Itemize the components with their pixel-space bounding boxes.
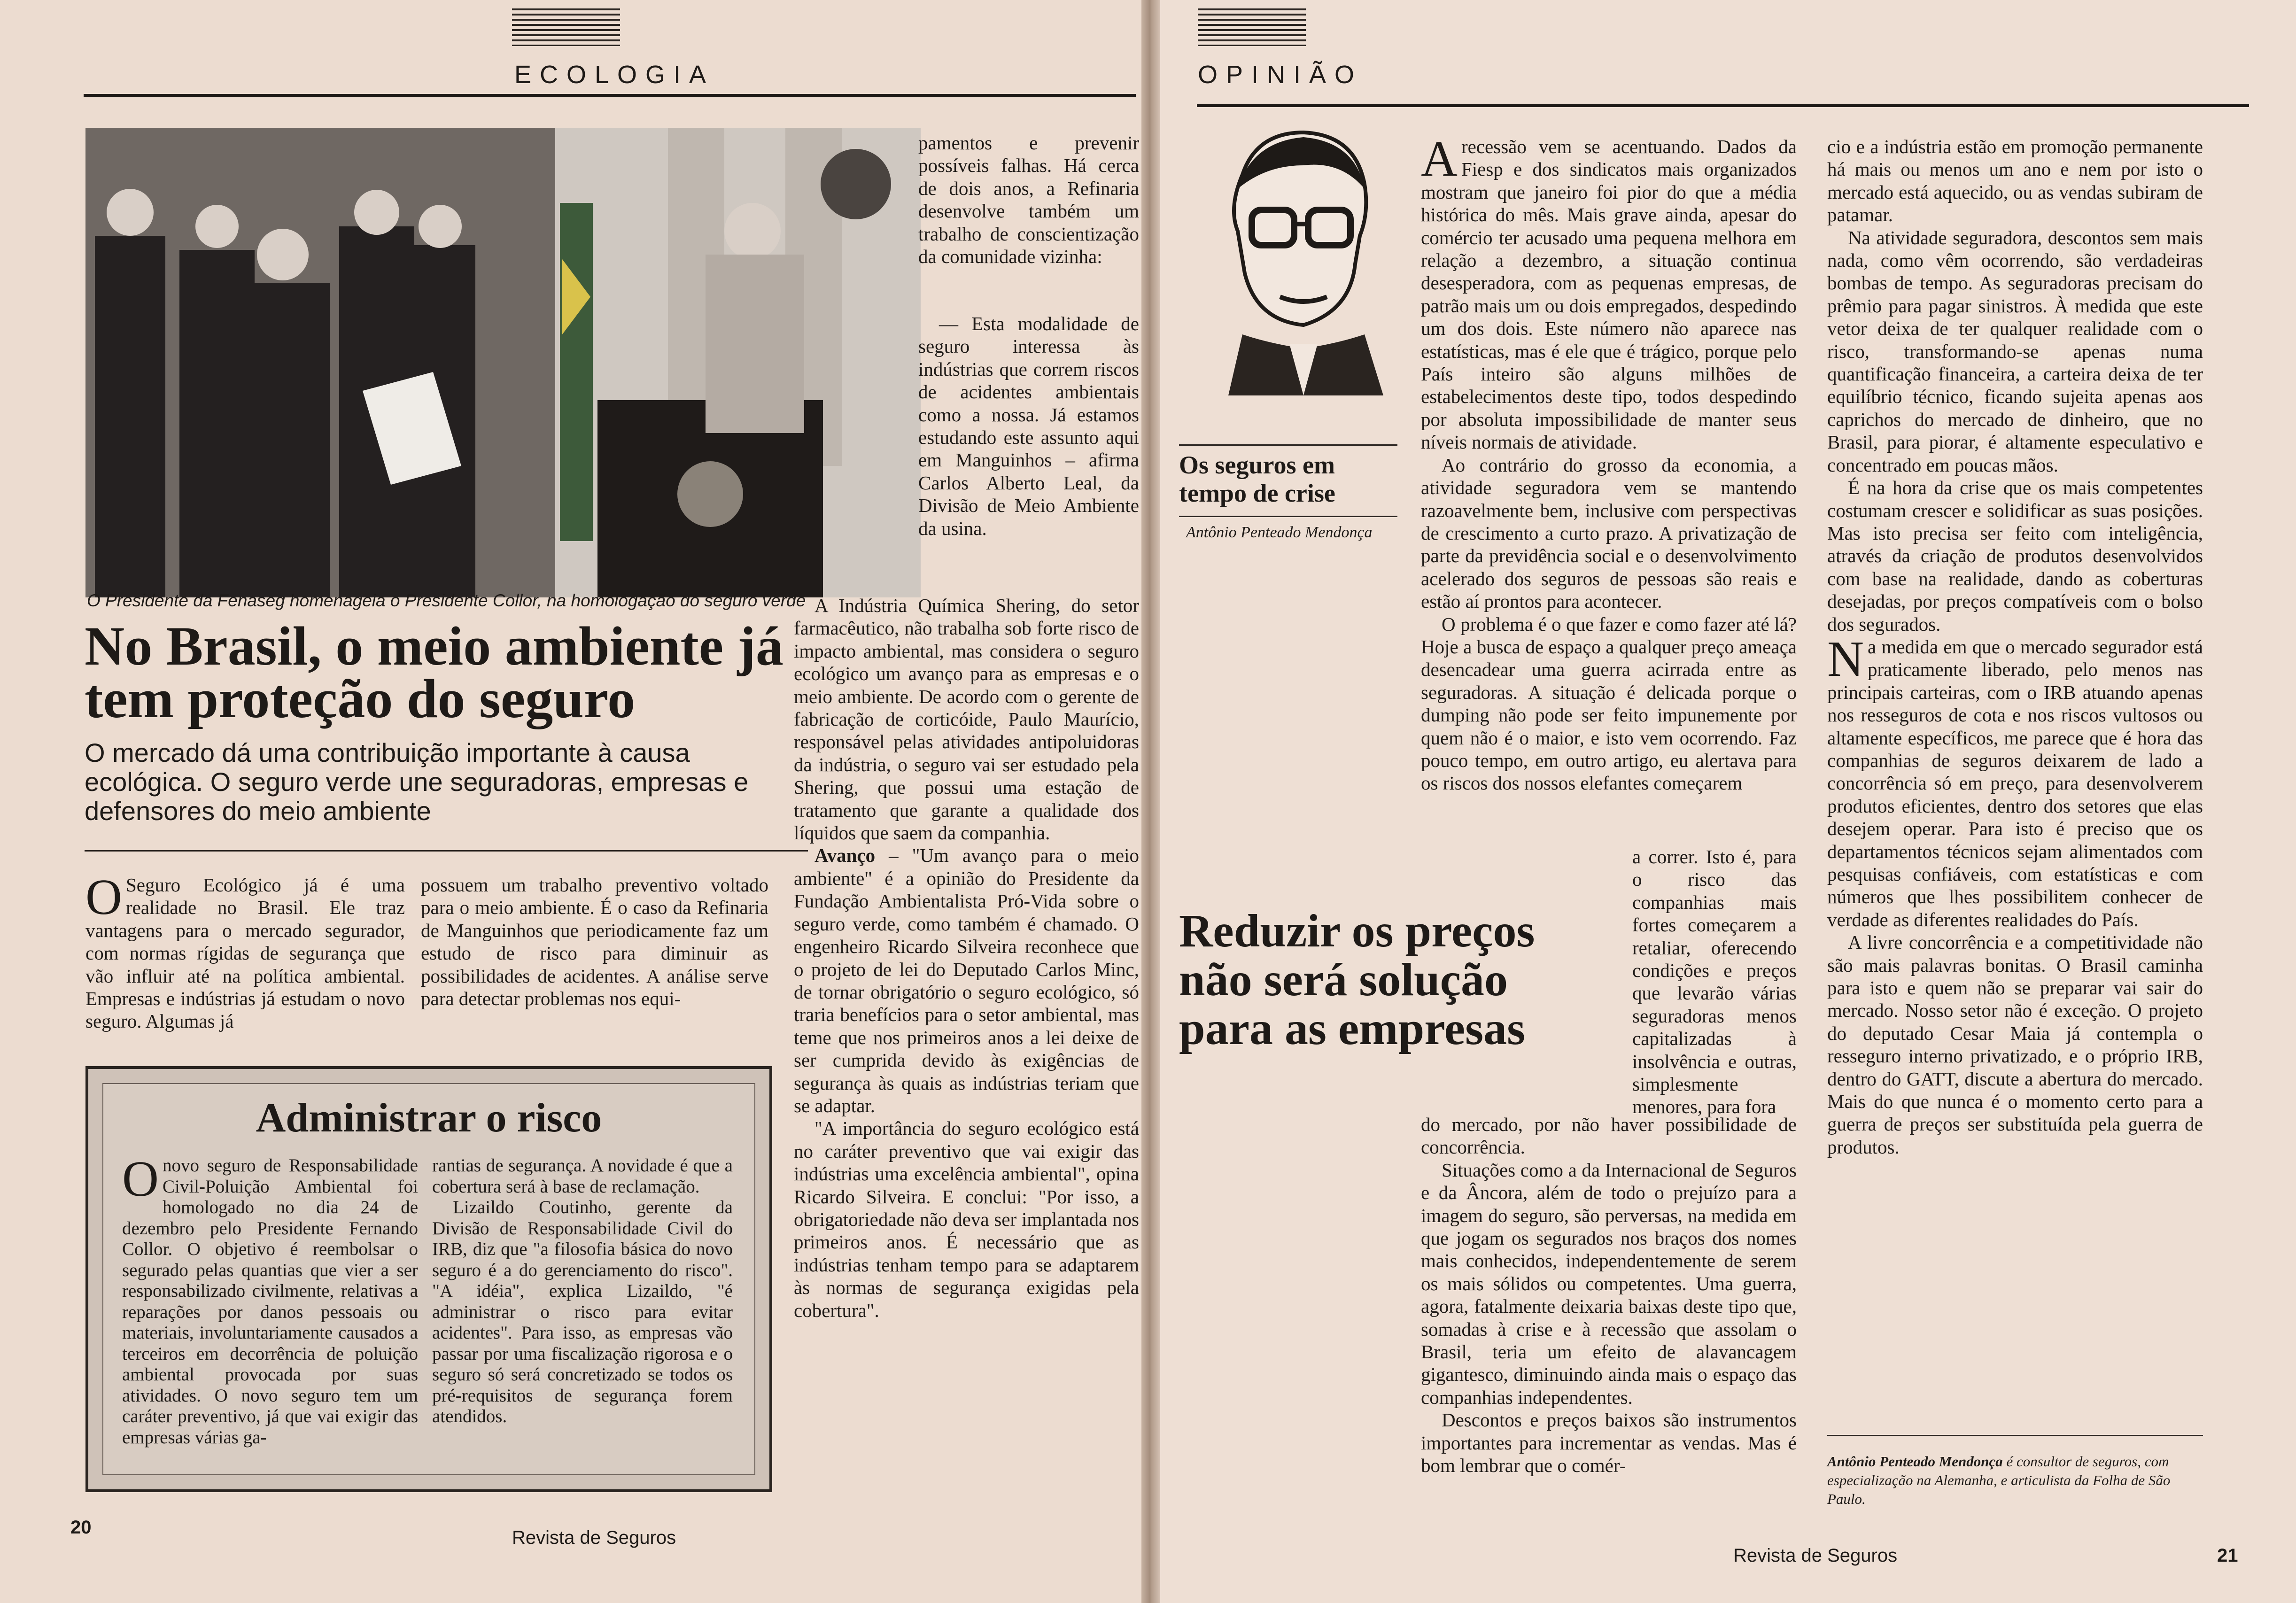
header-rule — [84, 94, 1136, 97]
photo-caption: O Presidente da Fenaseg homenageia o Presidente Collor, na homologação do seguro verde — [87, 591, 806, 610]
section-label: ECOLOGIA — [514, 61, 715, 89]
body-text: recessão vem se acentuando. Dados da Fiesp e dos sindicatos mais organizados mostram que janeiro foi pior do que a média histórica do mês. Mais grave ainda, apesar do comércio ter acusado uma pequena melhora em relação a dezembro, a situação continua desesperadora, com as pequenas empresas, de patrão mais um ou dois empregados, despedindo um dos dois. Este número não aparece nas estatísticas, mas é ele que é trágico, porque pelo País inteiro são alguns milhões de estabelecimentos deste tipo, todos despedindo por absoluta impossibilidade de manter seus níveis normais de atividade. — [1421, 136, 1797, 453]
author-bio — [1827, 1452, 2203, 1509]
author-portrait — [1200, 123, 1397, 395]
drop-cap: N — [1827, 631, 1864, 687]
body-text: Na atividade seguradora, descontos sem mais nada, como vêm ocorrendo, são verdadeiras bombas de tempo. As seguradoras precisam do prêmio para pagar sinistros. À medida que este vetor deixa de ter qualquer realidade com o risco, transformando-se apenas numa quantificação financeira, a carteira deixa de ter equilíbrio técnico, ficando sujeita apenas aos caprichos do mercado de dinheiro, que no Brasil, para piorar, é altamente especulativo e concentrado em poucas mãos. — [1827, 226, 2203, 476]
body-text: Ao contrário do grosso da economia, a atividade seguradora vem se mantendo razoavelmente bem, inclusive com perspectivas de crescimento a curto prazo. A privatização de parte da previdência social e o desenvolvimento acelerado dos seguros de pessoas são reais e estão aí prontos para acontecer. — [1421, 454, 1797, 612]
body-text: rantias de segurança. A novidade é que a cobertura será à base de reclamação. — [432, 1155, 733, 1197]
body-column-2-bottom — [1421, 1113, 1797, 1477]
body-column-2-narrow — [1632, 845, 1797, 1118]
body-text: – "Um avanço para o meio ambiente" é a opinião do Presidente da Fundação Ambientalista Pró-Vida sobre o seguro verde, como também é chamado. O engenheiro Ricardo Silveira reconhece que o projeto de lei do Deputado Carlos Minc, de tornar obrigatório o seguro ecológico, só traria benefícios para o setor ambiental, mas teme que nos primeiros anos a lei deixe de ser cumprida devido às exigências de segurança às quais as indústrias teriam que se adaptar. — [794, 844, 1139, 1116]
body-column-3 — [794, 132, 1139, 268]
page-number: 21 — [2217, 1545, 2238, 1566]
article-title: Os seguros em tempo de crise — [1179, 451, 1335, 507]
body-column-2 — [421, 874, 768, 1010]
body-text: O problema é o que fazer e como fazer até lá? Hoje a busca de espaço a qualquer preço ameaça desencadear uma guerra acirrada entre as seguradoras. A situação é delicada porque o dumping não pode ser feito impunemente por quem não é o maior, e isto vem ocorrendo. Faz pouco tempo, em outro artigo, eu alertava para os riscos dos nossos elefantes começarem — [1421, 613, 1797, 794]
bio-text: é consultor de seguros, com especialização na Alemanha, e articulista da Folha de São Paulo. — [1827, 1453, 2171, 1507]
header-rule — [1197, 104, 2249, 107]
headline: No Brasil, o meio ambiente já tem proteção do seguro — [85, 615, 783, 729]
body-text: pamentos e prevenir possíveis falhas. Há cerca de dois anos, a Refinaria desenvolve também um trabalho de conscientização da comunidade vizinha: — [918, 132, 1139, 268]
body-text: Situações como a da Internacional de Seguros e da Âncora, além de todo o prejuízo para a imagem do seguro, são perversas, na medida em que jogam os segurados nos braços dos nomes mais conhecidos, independentemente de serem os mais sólidos ou competentes. Uma guerra, agora, fatalmente deixaria baixas deste tipo que, somadas à crise e à recessão que assolam o Brasil, teria um efeito de alavancagem gigantesco, diminuindo ainda mais o espaço das companhias independentes. — [1421, 1159, 1797, 1408]
body-text: do mercado, por não haver possibilidade de concorrência. — [1421, 1114, 1797, 1158]
drop-cap: O — [122, 1151, 159, 1207]
section-label: OPINIÃO — [1198, 61, 1363, 89]
right-page — [1160, 0, 2296, 1603]
subhead: Avanço — [814, 844, 876, 867]
body-column-1 — [85, 869, 405, 1033]
section-stripes — [1198, 8, 1306, 46]
sidebar-box-inner — [102, 1083, 755, 1475]
body-column-3 — [1827, 135, 2203, 1158]
deck-rule — [85, 850, 808, 852]
page-number: 20 — [70, 1517, 92, 1538]
gutter — [1141, 0, 1160, 1603]
sidebar-box — [85, 1066, 772, 1492]
sidebar-column-2 — [432, 1155, 733, 1427]
byline-rule — [1179, 516, 1397, 517]
body-text: Seguro Ecológico já é uma realidade no Brasil. Ele traz vantagens para o mercado segurador, com normas rígidas de segurança que vão influir até na política ambiental. Empresas e indústrias já estudam o novo seguro. Algumas já — [85, 874, 405, 1032]
drop-cap: O — [85, 869, 122, 925]
sidebar-title: Administrar o risco — [256, 1095, 602, 1141]
body-text: É na hora da crise que os mais competentes costumam crescer e solidificar as suas posições. Mas isto precisa ser feito com inteligência, através da criação de produtos desenvolvidos com base na realidade, dando as coberturas desejadas, por preços compatíveis com o bolso dos segurados. — [1827, 477, 2203, 635]
body-text: a medida em que o mercado segurador está praticamente liberado, pelo menos nas principais carteiras, com o IRB atuando apenas nos resseguros de cota e nos riscos vultosos ou altamente específicos, me parece que é hora das companhias de seguros deixarem de lado a concorrência só em preço, para desenvolverem produtos eficientes, dentro dos setores que elas desejem operar. Para isto é preciso que os departamentos técnicos sejam alimentados com pesquisas confiáveis, com estatísticas e com números que lhes possibilitem conhecer de verdade as diferentes realidades do País. — [1827, 635, 2203, 930]
author-portrait-drawing — [1200, 123, 1397, 395]
section-stripes — [512, 8, 620, 46]
body-text: "A importância do seguro ecológico está no caráter preventivo que vai exigir das indústrias uma excelência ambiental", opina Ricardo Silveira. E conclui: "Por isso, a obrigatoriedade não deva ser implantada nos primeiros anos. É necessário que as indústrias tenham tempo para se adaptarem às normas de segurança exigidas pela cobertura". — [794, 1117, 1139, 1321]
body-column-2 — [1421, 131, 1797, 795]
body-column-3-narrow — [918, 312, 1139, 540]
byline: Antônio Penteado Mendonça — [1186, 524, 1373, 541]
deck: O mercado dá uma contribuição importante à causa ecológica. O seguro verde une seguradoras, empresas e defensores do meio ambiente — [85, 738, 749, 826]
body-text: a correr. Isto é, para o risco das companhias mais fortes começarem a retaliar, oferecendo condições e preços que levarão várias seguradoras menos capitalizadas à insolvência e outras, simplesmente menores, para fora — [1632, 846, 1797, 1118]
drop-cap: A — [1421, 131, 1458, 187]
body-text: — Esta modalidade de seguro interessa às indústrias que correm riscos de acidentes ambientais como a nossa. Já estamos estudando este assunto aqui em Manguinhos – afirma Carlos Alberto Leal, da Divisão de Meio Ambiente da usina. — [918, 313, 1139, 539]
left-page — [0, 0, 1141, 1603]
footer-magazine: Revista de Seguros — [512, 1527, 676, 1548]
body-column-3-wide — [794, 594, 1139, 1322]
bio-name: Antônio Penteado Mendonça — [1827, 1453, 2003, 1470]
sidebar-column-1 — [122, 1151, 418, 1448]
body-text: Lizaildo Coutinho, gerente da Divisão de Responsabilidade Civil do IRB, diz que "a filosofia básica do novo seguro é a do gerenciamento do risco". "A idéia", explica Lizaildo, "é administrar o risco para evitar acidentes". Para isso, as empresas vão passar por uma fiscalização rigorosa e o seguro só será concretizado se todos os pré-requisitos de segurança forem atendidos. — [432, 1197, 733, 1426]
body-text: A livre concorrência e a competitividade não são mais palavras bonitas. O Brasil caminha para isto e quem não se preparar vai sair do mercado. Nosso setor não é exceção. O projeto do deputado Cesar Maia já contempla o resseguro interno privatizado, e o próprio IRB, dentro do GATT, discute a abertura do mercado. Mais do que nunca é o momento certo para a guerra de preços ser substituída pela guerra de produtos. — [1827, 931, 2203, 1158]
footer-magazine: Revista de Seguros — [1733, 1545, 1898, 1566]
title-rule — [1179, 444, 1397, 446]
body-text: A Indústria Química Shering, do setor farmacêutico, não trabalha sob forte risco de impacto ambiental, mas considera o seguro ecológico um avanço para as empresas e o meio ambiente. De acordo com o gerente de fabricação de corticóide, Paulo Maurício, responsável pelas atividades antipoluidoras da indústria, o seguro vai ser estudado pela Shering, que possui uma estação de tratamento que garante a qualidade dos líquidos que saem da companhia. — [794, 595, 1139, 844]
headline: Reduzir os preços não será solução para as empresas — [1179, 905, 1535, 1054]
body-text: novo seguro de Responsabilidade Civil-Poluição Ambiental foi homologado no dia 24 de dezembro pelo Presidente Fernando Collor. O objetivo é reembolsar o segurado pelas quantias que vier a ser responsabilizado civilmente, relativas a reparações por danos pessoais ou materiais, involuntariamente causados a terceiros em decorrência de poluição ambiental provocada por suas atividades. O novo seguro tem um caráter preventivo, já que vai exigir das empresas várias ga- — [122, 1155, 418, 1448]
body-text: possuem um trabalho preventivo voltado para o meio ambiente. É o caso da Refinaria de Manguinhos que periodicamente faz um estudo de risco para diminuir as possibilidades de acidentes. A análise serve para detectar problemas nos equi- — [421, 874, 768, 1010]
body-text: Descontos e preços baixos são instrumentos importantes para incrementar as vendas. Mas é bom lembrar que o comér- — [1421, 1409, 1797, 1477]
body-text: cio e a indústria estão em promoção permanente há mais ou menos um ano e nem por isto o mercado está aquecido, ou as vendas subiram de patamar. — [1827, 136, 2203, 226]
bio-rule — [1827, 1435, 2203, 1436]
